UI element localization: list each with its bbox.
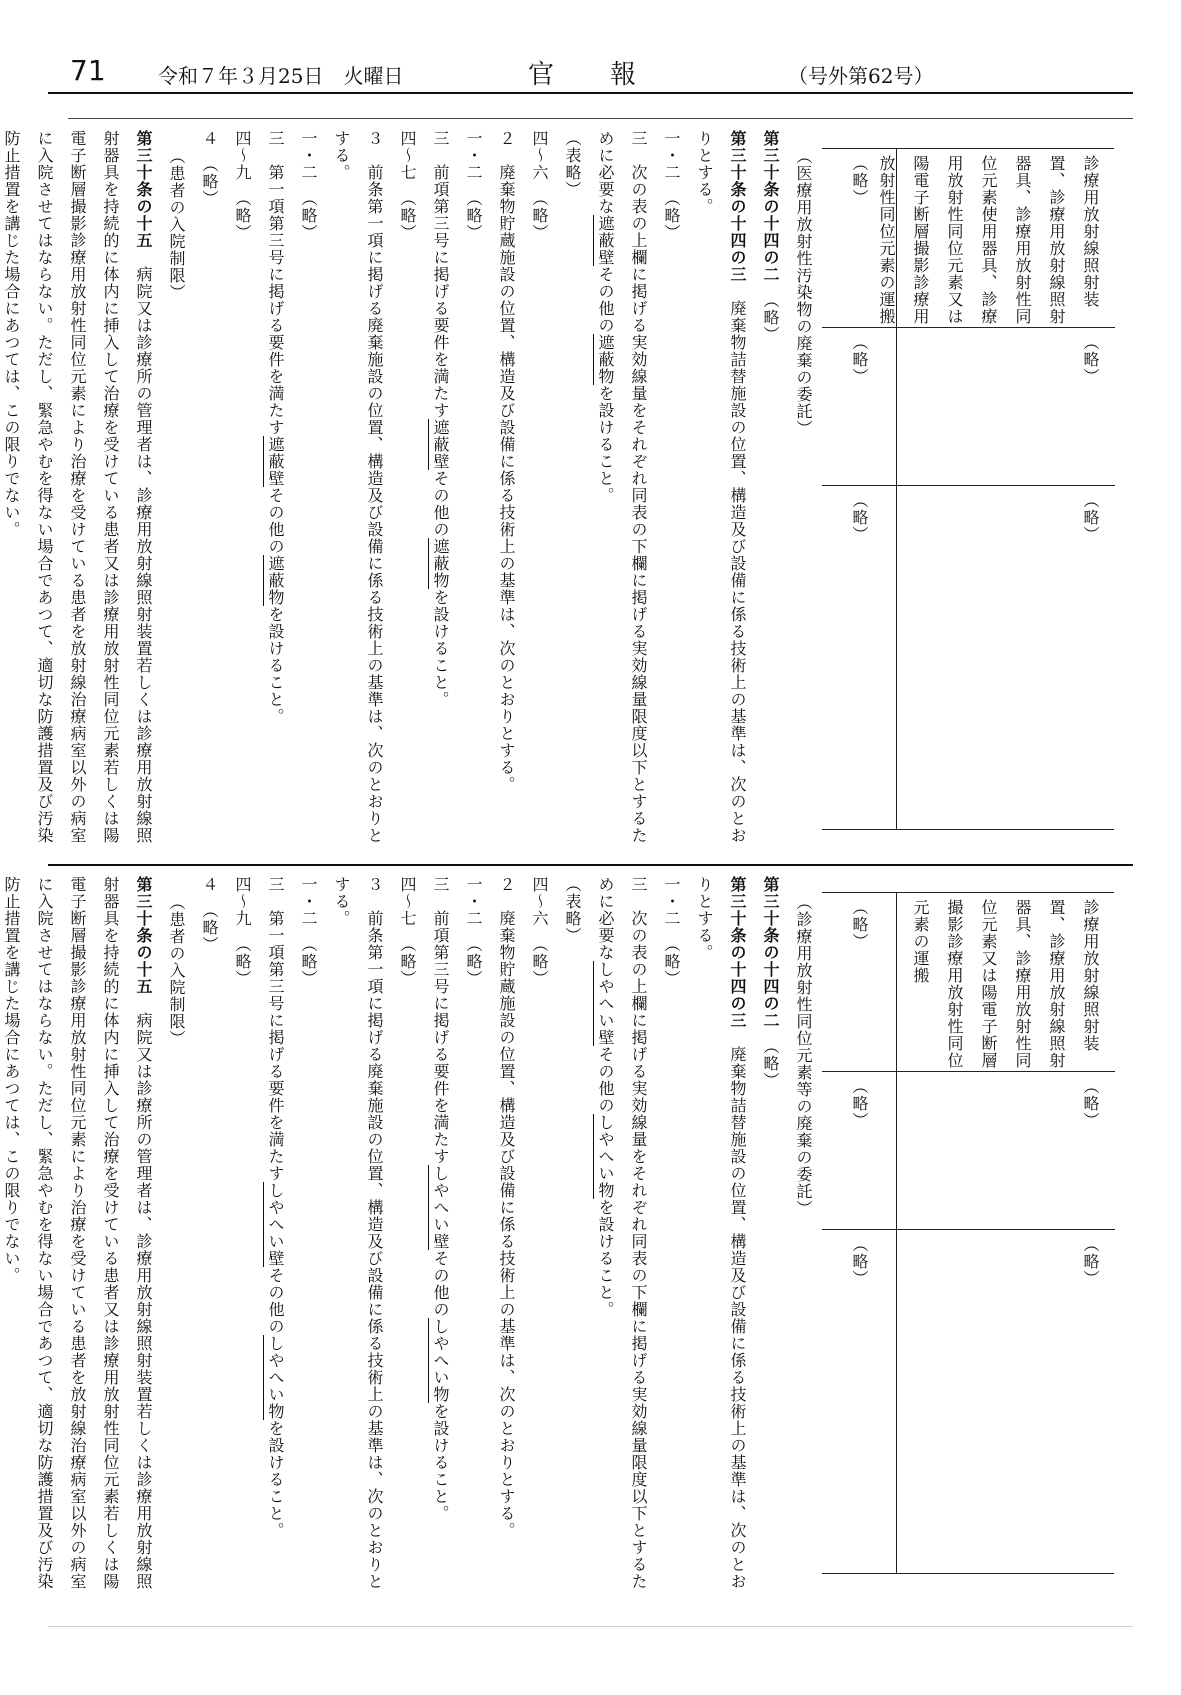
article-15: 第三十条の十五 [134,130,153,249]
caption-admission-limit: （患者の入院制限） [167,147,186,301]
caption-waste-disposal: （診療用放射性同位元素等の廃棄の委託） [794,893,813,1217]
article-14-3: 第三十条の十四の三 [728,876,747,1029]
bottom-table-abbr: （略） [850,1236,869,1287]
bottom-table-old-col [896,893,1115,1573]
gazette-header [48,52,1133,92]
article-14-2: 第三十条の十四の二 [761,130,780,283]
top-table-abbr: （略） [850,155,869,206]
section-divider [48,864,1133,866]
issue-date: 令和７年３月25日 火曜日 [158,64,404,88]
issue-number: （号外第62号） [788,64,934,88]
bottom-body-text: （診療用放射性同位元素等の廃棄の委託） 第三十条の十四の二 （略） 第三十条の十四の三 廃棄物詰替施設の位置、構造及び設備に係る技術上の基準は、次のとおりとする。 一・二 （略） 三 次の表の上欄に掲げる実効線量をそれぞれ同表の下欄に掲げる実効線量限度以下とするために必要なしやへい壁その他のしやへい物を設けること。 （表略） 四～六 （略） ２ 廃棄物貯蔵施設の位置、構造及び設備に係る技術上の基準は、次のとおりとする。 一・二 （略） 三 前項第三号に掲げる要件を満たすしやへい壁その他のしやへい物を設けること。 四～七 （略） ３ 前条第一項に掲げる廃棄施設の位置、構造及び設備に係る技術上の基準は、次のとおりとする。 一・二 （略） 三 第一項第三号に掲げる要件を満たすしやへい壁その他のしやへい物を設けること。 四～九 （略） ４ （略） （患者の入院制限） 第三十条の十五 病院又は診療所の管理者は、診療用放射線照射装置若しくは診療用放射線照射器具を持続的に体内に挿入して治療を受けている患者又は診療用放射性同位元素若しくは陽電子断層撮影診療用放射性同位元素により治療を受けている患者を放射線治療病室以外の病室に入院させてはならない。ただし、緊急やむを得ない場合であつて、適切な防護措置及び汚染防止措置を講じた場合にあつては、この限りでない。 [60,876,820,1596]
bottom-table-abbr: （略） [1081,1078,1100,1129]
article-15: 第三十条の十五 [134,876,153,995]
bottom-table-abbr: （略） [850,899,869,950]
bottom-table-abbr: （略） [1081,1236,1100,1287]
caption-admission-limit: （患者の入院制限） [167,893,186,1047]
top-inner-rule [68,118,1133,119]
header-rule [48,92,1133,94]
bottom-table-abbr: （略） [850,1078,869,1129]
top-table-item-text: 診療用放射線照射装 置、診療用放射線照射 器具、診療用放射性同 位元素使用器具、診療 用放射性同位元素又は 陽電子断層撮影診療用 放射性同位元素の運搬 [877,155,1100,325]
page-number: 71 [70,54,106,87]
bottom-table-new-col [822,893,896,1573]
top-table [822,148,1114,830]
top-table-abbr: （略） [850,334,869,385]
article-14-3: 第三十条の十四の三 [728,130,747,283]
caption-waste-disposal: （医療用放射性汚染物の廃棄の委託） [794,147,813,437]
bottom-table-item-text: 診療用放射線照射装 置、診療用放射線照射 器具、診療用放射性同 位元素又は陽電子断層 撮影診療用放射性同位 元素の運搬 [911,899,1100,1069]
article-14-2: 第三十条の十四の二 [761,876,780,1029]
top-table-abbr: （略） [850,492,869,543]
bottom-table [822,892,1114,1574]
bottom-rule [48,1626,1133,1627]
top-table-abbr: （略） [1081,334,1100,385]
top-table-old-col [877,149,1115,829]
gazette-title: 官報 [528,60,693,90]
top-body-text: （医療用放射性汚染物の廃棄の委託） 第三十条の十四の二 （略） 第三十条の十四の三 廃棄物詰替施設の位置、構造及び設備に係る技術上の基準は、次のとおりとする。 一・二 （略） 三 次の表の上欄に掲げる実効線量をそれぞれ同表の下欄に掲げる実効線量限度以下とするために必要な遮蔽壁その他の遮蔽物を設けること。 （表略） 四～六 （略） ２ 廃棄物貯蔵施設の位置、構造及び設備に係る技術上の基準は、次のとおりとする。 一・二 （略） 三 前項第三号に掲げる要件を満たす遮蔽壁その他の遮蔽物を設けること。 四～七 （略） ３ 前条第一項に掲げる廃棄施設の位置、構造及び設備に係る技術上の基準は、次のとおりとする。 一・二 （略） 三 第一項第三号に掲げる要件を満たす遮蔽壁その他の遮蔽物を設けること。 四～九 （略） ４ （略） （患者の入院制限） 第三十条の十五 病院又は診療所の管理者は、診療用放射線照射装置若しくは診療用放射線照射器具を持続的に体内に挿入して治療を受けている患者又は診療用放射性同位元素若しくは陽電子断層撮影診療用放射性同位元素により治療を受けている患者を放射線治療病室以外の病室に入院させてはならない。ただし、緊急やむを得ない場合であつて、適切な防護措置及び汚染防止措置を講じた場合にあつては、この限りでない。 [60,130,820,850]
top-table-abbr: （略） [1081,492,1100,543]
